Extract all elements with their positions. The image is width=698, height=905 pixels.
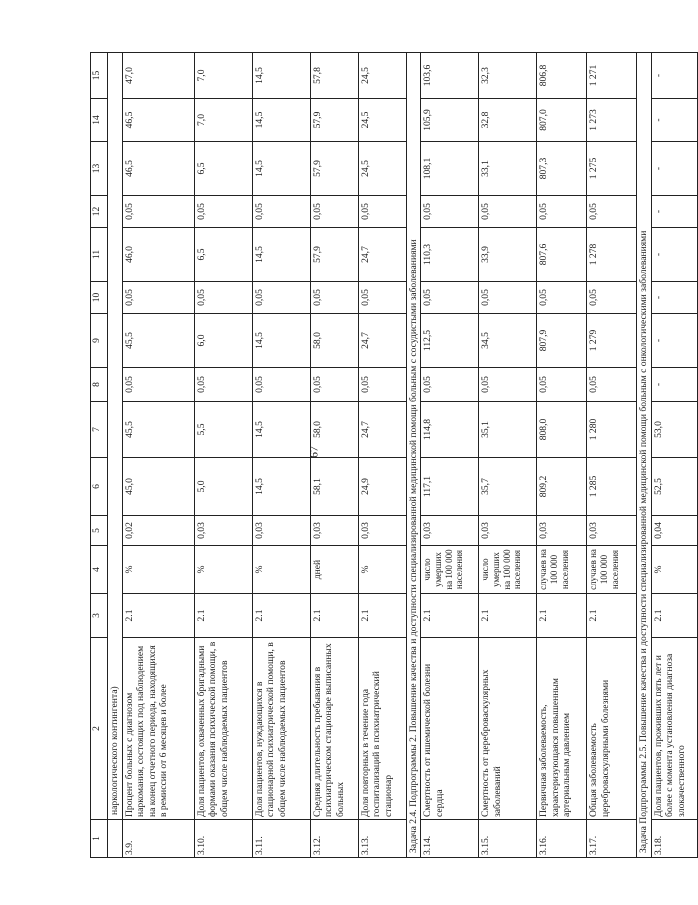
value-cell: 114,8 — [421, 402, 479, 458]
row-number: 3.11. — [252, 820, 310, 858]
indicator-name: Средняя длительность пребывания в психиатрическом стационаре выписанных больных — [310, 638, 358, 820]
code-cell: 2.1 — [421, 594, 479, 638]
value-cell: 57,8 — [310, 53, 358, 99]
unit-cell: % — [194, 546, 252, 594]
indicator-name: Доля пациентов, проживших пять лет и более с момента установления диагноза злокачественного — [651, 638, 697, 820]
value-cell: 807,6 — [537, 228, 587, 282]
value-cell: 1 285 — [587, 458, 637, 516]
weight-cell: 0,02 — [122, 516, 194, 546]
table-row — [537, 53, 587, 858]
code-cell: 2.1 — [358, 594, 406, 638]
value-cell: 14,5 — [252, 402, 310, 458]
value-cell: 112,5 — [421, 314, 479, 368]
value-cell: - — [651, 142, 697, 196]
unit-cell: дней — [310, 546, 358, 594]
indicator-name: Общая заболеваемость цереброваскулярными болезнями — [587, 638, 637, 820]
indicator-name: Первичная заболеваемость, характеризующаяся повышенным артериальным давлением — [537, 638, 587, 820]
value-cell: 809,2 — [537, 458, 587, 516]
value-cell: 52,5 — [651, 458, 697, 516]
weight-cell: 0,05 — [310, 282, 358, 314]
value-cell: 14,5 — [252, 228, 310, 282]
header-cell: 11 — [91, 228, 108, 282]
row-number: 3.18. — [651, 820, 697, 858]
value-cell: 47,0 — [122, 53, 194, 99]
weight-cell: - — [651, 368, 697, 402]
header-cell: 5 — [91, 516, 108, 546]
value-cell: 1 280 — [587, 402, 637, 458]
code-cell: 2.1 — [122, 594, 194, 638]
header-cell: 1 — [91, 820, 108, 858]
weight-cell: 0,05 — [122, 368, 194, 402]
table-row — [310, 53, 358, 858]
value-cell: 33,9 — [479, 228, 537, 282]
unit-cell: % — [358, 546, 406, 594]
value-cell: 57,9 — [310, 99, 358, 142]
value-cell: 45,5 — [122, 314, 194, 368]
unit-cell: случаев на 100 000 населения — [537, 546, 587, 594]
header-row — [91, 53, 108, 858]
weight-cell: 0,05 — [479, 368, 537, 402]
value-cell: 6,0 — [194, 314, 252, 368]
value-cell: 24,7 — [358, 228, 406, 282]
weight-cell: 0,05 — [587, 282, 637, 314]
value-cell: - — [651, 99, 697, 142]
row-number: 3.14. — [421, 820, 479, 858]
weight-cell: 0,05 — [421, 368, 479, 402]
indicator-name: Доля пациентов, охваченных бригадными формами оказания психической помощи, в общем числе наблюдаемых пациентов — [194, 638, 252, 820]
value-cell: 7,0 — [194, 99, 252, 142]
header-cell: 3 — [91, 594, 108, 638]
unit-cell: число умерших на 100 000 населения — [479, 546, 537, 594]
value-cell: 57,9 — [310, 142, 358, 196]
header-cell: 8 — [91, 368, 108, 402]
value-cell: 24,7 — [358, 314, 406, 368]
header-cell: 15 — [91, 53, 108, 99]
value-cell: 24,9 — [358, 458, 406, 516]
weight-cell: 0,05 — [252, 196, 310, 228]
value-cell: 14,5 — [252, 458, 310, 516]
weight-cell: 0,05 — [252, 368, 310, 402]
weight-cell: 0,03 — [310, 516, 358, 546]
indicator-name: Смертность от цереброваскулярных заболеваний — [479, 638, 537, 820]
unit-cell: число умерших на 100 000 населения — [421, 546, 479, 594]
value-cell: 58,0 — [310, 402, 358, 458]
value-cell: 46,5 — [122, 99, 194, 142]
weight-cell: 0,05 — [537, 282, 587, 314]
value-cell: 57,9 — [310, 228, 358, 282]
code-cell: 2.1 — [194, 594, 252, 638]
value-cell: 110,3 — [421, 228, 479, 282]
value-cell: 45,5 — [122, 402, 194, 458]
indicator-name: Процент больных с диагнозом наркомания, состоящих под наблюдением на конец отчетного периода, находящихся в ремиссии от 6 месяцев и более — [122, 638, 194, 820]
weight-cell: 0,05 — [421, 282, 479, 314]
value-cell: 24,5 — [358, 53, 406, 99]
continuation-row — [108, 53, 123, 858]
row-number: 3.10. — [194, 820, 252, 858]
task-heading-row — [406, 53, 421, 858]
weight-cell: - — [651, 282, 697, 314]
weight-cell: 0,05 — [587, 196, 637, 228]
value-cell: 32,8 — [479, 99, 537, 142]
value-cell: - — [651, 53, 697, 99]
value-cell: 117,1 — [421, 458, 479, 516]
header-cell: 10 — [91, 282, 108, 314]
weight-cell: 0,05 — [122, 196, 194, 228]
task-heading: Задача 2.4. Подпрограммы 2. Повышение качества и доступности специализированной медицинской помощи больным с сосудистыми заболеваниями — [406, 53, 421, 858]
value-cell: 53,0 — [651, 402, 697, 458]
weight-cell: 0,05 — [358, 368, 406, 402]
value-cell: 34,5 — [479, 314, 537, 368]
value-cell: 1 279 — [587, 314, 637, 368]
code-cell: 2.1 — [587, 594, 637, 638]
value-cell: 807,9 — [537, 314, 587, 368]
weight-cell: 0,05 — [252, 282, 310, 314]
task-heading-row — [637, 53, 652, 858]
weight-cell: 0,05 — [194, 282, 252, 314]
value-cell: 33,1 — [479, 142, 537, 196]
value-cell: 1 273 — [587, 99, 637, 142]
value-cell: 45,0 — [122, 458, 194, 516]
value-cell: 807,0 — [537, 99, 587, 142]
weight-cell: 0,03 — [587, 516, 637, 546]
weight-cell: 0,05 — [358, 282, 406, 314]
weight-cell: 0,05 — [194, 368, 252, 402]
code-cell: 2.1 — [310, 594, 358, 638]
unit-cell: случаев на 100 000 населения — [587, 546, 637, 594]
value-cell: 35,7 — [479, 458, 537, 516]
weight-cell: 0,05 — [122, 282, 194, 314]
weight-cell: - — [651, 196, 697, 228]
weight-cell: 0,03 — [252, 516, 310, 546]
code-cell: 2.1 — [651, 594, 697, 638]
task-heading: Задача Подпрограммы 2.5. Повышение качества и доступности специализированной медицинской помощи больным с онкологическими заболеваниями — [637, 53, 652, 858]
value-cell: 58,0 — [310, 314, 358, 368]
indicators-table — [90, 52, 698, 858]
row-number: 3.13. — [358, 820, 406, 858]
table-row — [252, 53, 310, 858]
weight-cell: 0,05 — [194, 196, 252, 228]
value-cell: 103,6 — [421, 53, 479, 99]
value-cell: 108,1 — [421, 142, 479, 196]
weight-cell: 0,03 — [358, 516, 406, 546]
row-number: 3.12. — [310, 820, 358, 858]
unit-cell: % — [252, 546, 310, 594]
weight-cell: 0,05 — [310, 368, 358, 402]
value-cell: 46,0 — [122, 228, 194, 282]
header-cell: 2 — [91, 638, 108, 820]
page-number: 67 — [306, 446, 321, 458]
weight-cell: 0,05 — [421, 196, 479, 228]
value-cell: 807,3 — [537, 142, 587, 196]
unit-cell: % — [122, 546, 194, 594]
value-cell: - — [651, 228, 697, 282]
value-cell: 808,0 — [537, 402, 587, 458]
weight-cell: 0,03 — [194, 516, 252, 546]
continuation-text: наркологического контингента) — [108, 53, 123, 820]
weight-cell: 0,05 — [358, 196, 406, 228]
weight-cell: 0,05 — [479, 282, 537, 314]
header-cell: 4 — [91, 546, 108, 594]
value-cell: 1 278 — [587, 228, 637, 282]
value-cell: 14,5 — [252, 314, 310, 368]
row-number: 3.16. — [537, 820, 587, 858]
value-cell: 14,5 — [252, 99, 310, 142]
header-cell: 13 — [91, 142, 108, 196]
table-row — [479, 53, 537, 858]
table-row — [194, 53, 252, 858]
table-row — [358, 53, 406, 858]
weight-cell: 0,04 — [651, 516, 697, 546]
value-cell: 46,5 — [122, 142, 194, 196]
indicator-name: Смертность от ишемической болезни сердца — [421, 638, 479, 820]
weight-cell: 0,03 — [479, 516, 537, 546]
table-row — [651, 53, 697, 858]
weight-cell: 0,05 — [537, 368, 587, 402]
row-number: 3.9. — [122, 820, 194, 858]
value-cell: 6,5 — [194, 142, 252, 196]
table-row — [421, 53, 479, 858]
code-cell: 2.1 — [252, 594, 310, 638]
code-cell: 2.1 — [537, 594, 587, 638]
value-cell: 5,0 — [194, 458, 252, 516]
weight-cell: 0,05 — [587, 368, 637, 402]
weight-cell: 0,05 — [479, 196, 537, 228]
value-cell: 24,5 — [358, 99, 406, 142]
value-cell: 806,8 — [537, 53, 587, 99]
header-cell: 7 — [91, 402, 108, 458]
code-cell: 2.1 — [479, 594, 537, 638]
value-cell: - — [651, 314, 697, 368]
weight-cell: 0,03 — [537, 516, 587, 546]
row-number: 3.17. — [587, 820, 637, 858]
header-cell: 9 — [91, 314, 108, 368]
value-cell: 14,5 — [252, 53, 310, 99]
value-cell: 105,9 — [421, 99, 479, 142]
table-row — [122, 53, 194, 858]
value-cell: 32,3 — [479, 53, 537, 99]
value-cell: 24,5 — [358, 142, 406, 196]
indicator-name: Доля повторных в течение года госпитализаций в психиатрический стационар — [358, 638, 406, 820]
row-number: 3.15. — [479, 820, 537, 858]
value-cell: 5,5 — [194, 402, 252, 458]
table-row — [587, 53, 637, 858]
rotated-table-wrapper — [90, 53, 687, 858]
header-cell: 6 — [91, 458, 108, 516]
value-cell: 24,7 — [358, 402, 406, 458]
value-cell: 14,5 — [252, 142, 310, 196]
value-cell: 6,5 — [194, 228, 252, 282]
weight-cell: 0,05 — [537, 196, 587, 228]
value-cell: 1 271 — [587, 53, 637, 99]
value-cell: 7,0 — [194, 53, 252, 99]
value-cell: 35,1 — [479, 402, 537, 458]
indicator-name: Доля пациентов, нуждающихся в стационарной психиатрической помощи, в общем числе наблюдаемых пациентов — [252, 638, 310, 820]
value-cell: 58,1 — [310, 458, 358, 516]
weight-cell: 0,05 — [310, 196, 358, 228]
weight-cell: 0,03 — [421, 516, 479, 546]
header-cell: 12 — [91, 196, 108, 228]
header-cell: 14 — [91, 99, 108, 142]
value-cell: 1 275 — [587, 142, 637, 196]
unit-cell: % — [651, 546, 697, 594]
